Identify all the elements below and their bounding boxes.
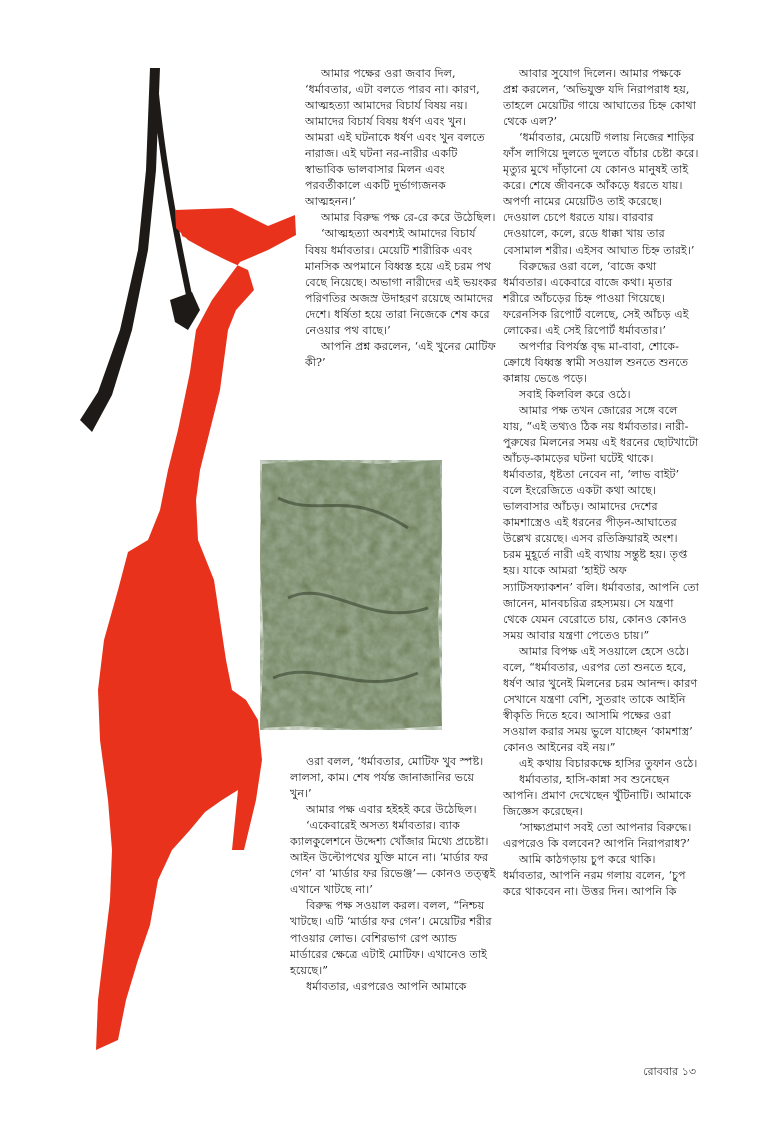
article-column-3 — [503, 66, 699, 1056]
paragraph: বিরুদ্ধ পক্ষ সওয়াল করল। বলল, “নিশ্চয় খাটছে। এটি ‘মার্ডার ফর গেন’। মেয়েটির শরীর পাওয়ার লোভ। বেশিরভাগ রেপ অ্যান্ড মার্ডারের ক্ষেত্রে এটাই মোটিফ। এখানেও তাই হয়েছে।” — [290, 899, 492, 977]
paragraph: ধর্মাবতার, হাসি-কান্না সব শুনেছেন আপনি। প্রমাণ দেখেছেন খুঁটিনাটি। আমাকে জিজ্ঞেস করেছেন। — [503, 773, 692, 819]
scarf-strand-right — [154, 72, 190, 300]
paragraph: ‘ধর্মাবতার, মেয়েটি গলায় নিজের শাড়ির ফাঁস লাগিয়ে দুলতে দুলতে বাঁচার চেষ্টা করে। মৃত্যুর মুখে দাঁড়ানো যে কোনও মানুষই তাই করে। শেষে জীবনকে আঁকড়ে ধরতে যায়। অপর্ণা নামের মেয়েটিও তাই করেছে। দেওয়াল চেপে ধরতে যায়। বারবার দেওয়ালে, কলে, রডে ধাক্কা খায় তার বেসামাল শরীর। এইসব আঘাত চিহ্ন তারই।’ — [503, 131, 699, 257]
article-column-2 — [290, 754, 498, 1054]
paragraph: ‘আত্মহত্যা অবশ্যই আমাদের বিচার্য বিষয় ধর্মাবতার। মেয়েটি শারীরিক এবং মানসিক অপমানে বিধ্বস্ত হয়ে এই চরম পথ বেছে নিয়েছে। অভাগা নারীদের এই ভয়ংকর পরিণতির অজস্র উদাহরণ রয়েছে আমাদের দেশে। ধর্ষিতা হয়ে তারা নিজেকে শেষ করে নেওয়ার পথ বাছে।’ — [305, 227, 497, 337]
paragraph: সবাই কিলবিল করে ওঠে। — [519, 387, 631, 401]
paragraph: আবার সুযোগ দিলেন। আমার পক্ষকে প্রশ্ন করলেন, ‘অভিযুক্ত যদি নিরাপরাধ হয়, তাহলে মেয়েটির গায়ে আঘাতের চিহ্ন কোথা থেকে এল?’ — [503, 67, 696, 129]
paragraph: আমি কাঠগড়ায় চুপ করে থাকি। ধর্মাবতার, আপনি নরম গলায় বলেন, ‘চুপ করে থাকবেন না। উত্তর দিন। আপনি কি — [503, 853, 686, 899]
paragraph: অপর্ণার বিপর্যস্ত বৃদ্ধ মা-বাবা, শোকে-ক্রোধে বিধ্বস্ত স্বামী সওয়াল শুনতে শুনতে কান্নায় ভেঙে পড়ে। — [503, 339, 689, 385]
article-column-1 — [305, 66, 498, 426]
paragraph: আমার পক্ষের ওরা জবাব দিল, ‘ধর্মাবতার, এটা বলতে পারব না। কারণ, আত্মহত্যা আমাদের বিচার্য বিষয় নয়। আমাদের বিচার্য বিষয় ধর্ষণ এবং খুন। আমরা এই ঘটনাকে ধর্ষণ এবং খুন বলতে নারাজ। এই ঘটনা নর-নারীর একটি স্বাভাবিক ভালবাসার মিলন এবং পরবর্তীকালে একটি দুর্ভাগ্যজনক আত্মহনন।’ — [305, 67, 485, 209]
paragraph: ‘একেবারেই অসত্য ধর্মাবতার। ব্যাক ক্যালকুলেশনে উদ্দেশ্য খোঁজার মিথ্যে প্রচেষ্টা। আইন উল্টোপথের যুক্তি মানে না। ‘মার্ডার ফর গেন’ বা ‘মার্ডার ফর রিভেঞ্জ’— কোনও তত্ত্বই এখানে খাটছে না।’ — [290, 819, 496, 897]
moss-rock-photo — [258, 458, 444, 730]
paragraph: ধর্মাবতার, এরপরেও আপনি আমাকে — [306, 979, 467, 993]
paragraph: ‘সাক্ষ্যপ্রমাণ সবই তো আপনার বিরুদ্ধে। এরপরেও কি বলবেন? আপনি নিরাপরাধ?’ — [503, 821, 692, 851]
paragraph: আপনি প্রশ্ন করলেন, ‘এই খুনের মোটিফ কী?’ — [305, 339, 496, 369]
paragraph: আমার পক্ষ এবার হইহই করে উঠেছিল। — [306, 803, 477, 817]
paragraph: আমার পক্ষ তখন জোরের সঙ্গে বলে যায়, “এই তথ্যও ঠিক নয় ধর্মাবতার। নারী-পুরুষের মিলনের সময় এই ধরনের ছোটখাটো আঁচড়-কামড়ের ঘটনা ঘটেই থাকে। ধর্মাবতার, ধৃষ্টতা নেবেন না, ‘লাভ বাইট’ বলে ইংরেজিতে একটা কথা আছে। ভালবাসার আঁচড়। আমাদের দেশের কামশাস্ত্রেও এই ধরনের পীড়ন-আঘাতের উল্লেখ রয়েছে। এসব রতিক্রিয়ারই অংশ। চরম মুহূর্তে নারী এই ব্যথায় সন্তুষ্ট হয়। তৃপ্ত হয়। যাকে আমরা ‘হাইট অফ স্যাটিসফ্যাকশন’ বলি। ধর্মাবতার, আপনি তো জানেন, মানবচরিত্র রহস্যময়। সে যন্ত্রণা থেকে যেমন বেরোতে চায়, কোনও কোনও সময় আবার যন্ত্রণা পেতেও চায়।” — [503, 403, 699, 642]
paragraph: আমার বিপক্ষ এই সওয়ালে হেসে ওঠে। বলে, “ধর্মাবতার, এরপর তো শুনতে হবে, ধর্ষণ আর খুনেই মিলনের চরম আনন্দ। কারণ সেখানে যন্ত্রণা বেশি, সুতরাং তাকে আইনি স্বীকৃতি দিতে হবে। আসামি পক্ষের ওরা সওয়াল করার সময় ভুলে যাচ্ছেন ‘কামশাস্ত্র’ কোনও আইনের বই নয়।” — [503, 644, 698, 754]
paragraph: এই কথায় বিচারকক্ষে হাসির তুফান ওঠে। — [519, 757, 698, 771]
hanging-figure-illustration — [0, 0, 300, 1123]
paragraph: বিরুদ্ধের ওরা বলে, ‘বাজে কথা ধর্মাবতার। একেবারে বাজে কথা। মৃতার শরীরে আঁচড়ের চিহ্ন পাওয়া গিয়েছে। ফরেনসিক রিপোর্ট বলেছে, সেই আঁচড় এই লোকের। এই সেই রিপোর্ট ধর্মাবতার।’ — [503, 259, 689, 337]
scarf-strand-left — [80, 68, 160, 432]
paragraph: ওরা বলল, ‘ধর্মাবতার, মোটিফ খুব স্পষ্ট। লালসা, কাম। শেষ পর্যন্ত জানাজানির ভয়ে খুন।’ — [290, 755, 484, 801]
page-folio: রোববার ১৩ — [643, 1065, 696, 1078]
scarf-strand-knot — [170, 292, 200, 330]
paragraph: আমার বিরুদ্ধ পক্ষ রে-রে করে উঠেছিল। — [321, 211, 496, 225]
